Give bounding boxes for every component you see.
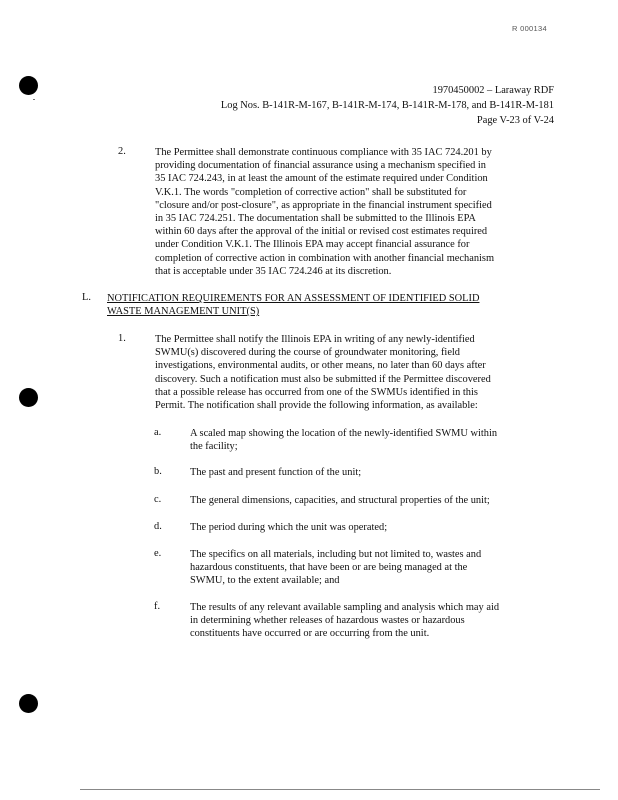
item-1-number: 1. [118,333,126,344]
subitem-e-letter: e. [154,548,162,559]
item-1-text: The Permittee shall notify the Illinois EPA in writing of any newly-identified SWMU(s) discovered during the course of groundwater monitoring, field investigations, environmental audits, or other means, no later than 60 days after discovery. Such a notification must also be submitted if the Permittee discovered that a possible release has occurred from one of the SWMUs identified in this Permit. The notification shall provide the following information, as available: [155,334,491,412]
bottom-rule [80,789,600,790]
subitem-b-letter: b. [154,466,162,477]
subitem-a-letter: a. [154,427,162,438]
subitem-d-letter: d. [154,521,162,532]
punch-hole-bottom [19,694,38,713]
header-log-numbers: Log Nos. B-141R-M-167, B-141R-M-174, B-141R-M-178, and B-141R-M-181 [220,100,554,111]
subitem-c-text: The general dimensions, capacities, and structural properties of the unit; [190,495,490,506]
subitem-f-text: The results of any relevant available sampling and analysis which may aid in determining whether releases of hazardous wastes or hazardous constituents have occurred or are occurring from the unit. [190,602,500,640]
section-l-title: NOTIFICATION REQUIREMENTS FOR AN ASSESSMENT OF IDENTIFIED SOLID WASTE MANAGEMENT UNIT(S) [107,293,480,318]
item-2-number: 2. [118,146,126,157]
subitem-d-text: The period during which the unit was operated; [190,522,388,533]
punch-hole-top [19,76,38,95]
scan-speck [33,99,35,100]
subitem-c-letter: c. [154,494,162,505]
item-2-text: The Permittee shall demonstrate continuous compliance with 35 IAC 724.201 by providing documentation of financial assurance using a mechanism specified in 35 IAC 724.243, in at least the amount of the estimate required under Condition V.K.1. The words "completion of corrective action" shall be substituted for "closure and/or post-closure", as appropriate in the financial instrument specified in 35 IAC 724.251. The documentation shall be submitted to the Illinois EPA within 60 days after the approval of the initial or revised cost estimates required under Condition V.K.1. The Illinois EPA may accept financial assurance for completion of corrective action in combination with another financial mechanism that is acceptable under 35 IAC 724.246 at its discretion. [155,147,495,277]
subitem-e-text: The specifics on all materials, including but not limited to, wastes and hazardous constituents, that have been or are being managed at the SWMU, to the extent available; and [190,549,482,587]
section-l-letter: L. [82,292,91,303]
subitem-b-text: The past and present function of the unit; [190,467,362,478]
subitem-a-text: A scaled map showing the location of the newly-identified SWMU within the facility; [190,428,498,453]
header-permit-id: 1970450002 – Laraway RDF [432,85,554,96]
punch-hole-middle [19,388,38,407]
subitem-f-letter: f. [154,601,161,612]
bates-stamp: R 000134 [512,24,547,33]
header-page-number: Page V-23 of V-24 [476,115,554,126]
